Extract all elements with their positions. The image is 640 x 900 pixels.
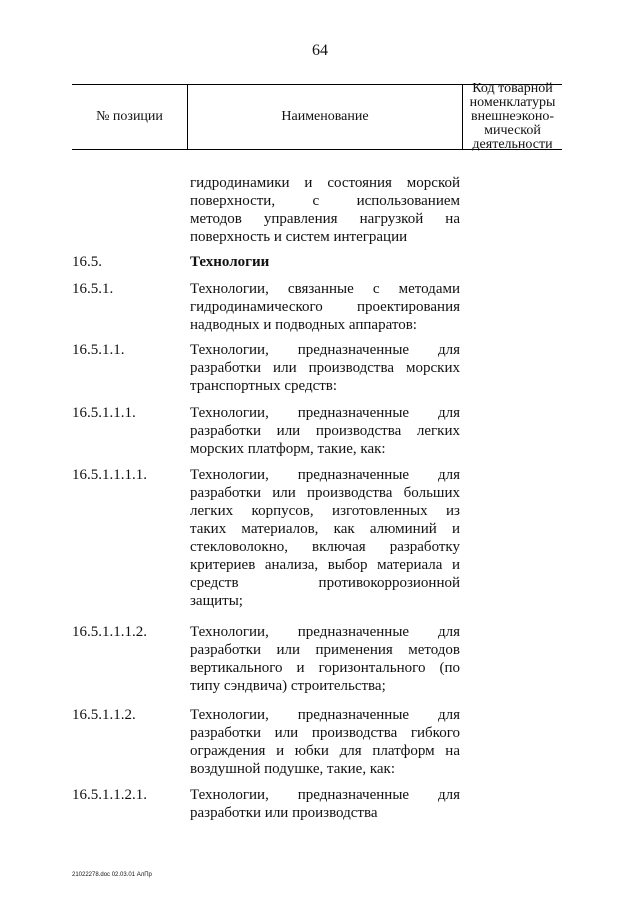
item-name-line: стекловолокно, включая разработку [190, 539, 460, 555]
item-name-line: Технологии, предназначенные для [190, 624, 460, 640]
item-name [190, 706, 460, 778]
item-name-line: Технологии, предназначенные для [190, 342, 460, 358]
page-number: 64 [312, 42, 328, 59]
header-code-line: деятельности [472, 137, 553, 152]
header-code-line: мической [484, 123, 541, 138]
item-name-line: защиты; [190, 593, 243, 609]
item-name-line: Технологии, предназначенные для [190, 707, 460, 723]
item-name-line: легких корпусов, изготовленных из [190, 503, 460, 519]
header-name: Наименование [281, 109, 369, 124]
item-name-line: разработки или производства [190, 805, 378, 821]
item-name-line: надводных и подводных аппаратов: [190, 317, 417, 333]
item-name-line: Технологии [190, 254, 270, 270]
item-name-line: критериев анализа, выбор материала и [190, 557, 460, 573]
position-number: 16.5.1.1. [72, 342, 125, 358]
item-name-line: разработки или производства морских [190, 360, 460, 376]
item-name-line: Технологии, предназначенные для [190, 787, 460, 803]
header-code-line: номенклатуры [469, 95, 556, 110]
item-name-line: разработки или применения методов [190, 642, 460, 658]
item-name-line: поверхность и систем интеграции [190, 229, 408, 245]
item-name-line: морских платформ, такие, как: [190, 441, 386, 457]
item-name-line: средств противокоррозионной [190, 575, 460, 591]
item-name [190, 623, 460, 695]
item-name-line: разработки или производства гибкого [190, 725, 460, 741]
item-name-line: разработки или производства легких [190, 423, 460, 439]
item-name [190, 174, 460, 246]
item-name-line: методов управления нагрузкой на [190, 211, 460, 227]
item-name [190, 253, 460, 271]
header-commodity-code [463, 81, 562, 152]
position-number: 16.5.1.1.1.2. [72, 624, 147, 640]
item-name-line: разработки или производства больших [190, 485, 460, 501]
item-name-line: гидродинамики и состояния морской [190, 175, 460, 191]
item-name-line: Технологии, предназначенные для [190, 467, 460, 483]
position-number: 16.5. [72, 254, 102, 270]
header-code-line: Код товарной [472, 81, 553, 96]
table-header [72, 81, 562, 152]
header-code-line: внешнеэконо- [470, 109, 555, 124]
item-name-line: вертикального и горизонтального (по [190, 660, 460, 676]
item-name-line: воздушной подушке, такие, как: [190, 761, 396, 777]
item-name [190, 341, 460, 395]
item-name-line: Технологии, предназначенные для [190, 405, 460, 421]
item-name-line: гидродинамического проектирования [190, 299, 460, 315]
item-name-line: типу сэндвича) строительства; [190, 678, 386, 694]
item-name [190, 404, 460, 458]
header-position-number: № позиции [96, 109, 163, 124]
position-number: 16.5.1.1.2.1. [72, 787, 147, 803]
position-number: 16.5.1.1.2. [72, 707, 136, 723]
item-name-line: таких материалов, как алюминий и [190, 521, 460, 537]
footer-filename: 21022278.doc 02.03.01 АлПр [72, 872, 152, 878]
position-number: 16.5.1.1.1.1. [72, 467, 147, 483]
item-name-line: поверхности, с использованием [190, 193, 460, 209]
item-name [190, 786, 460, 822]
position-number: 16.5.1.1.1. [72, 405, 136, 421]
item-name-line: Технологии, связанные с методами [190, 281, 460, 297]
item-name-line: ограждения и юбки для платформ на [190, 743, 460, 759]
item-name [190, 466, 460, 610]
position-number: 16.5.1. [72, 281, 114, 297]
item-name-line: транспортных средств: [190, 378, 338, 394]
item-name [190, 280, 460, 334]
